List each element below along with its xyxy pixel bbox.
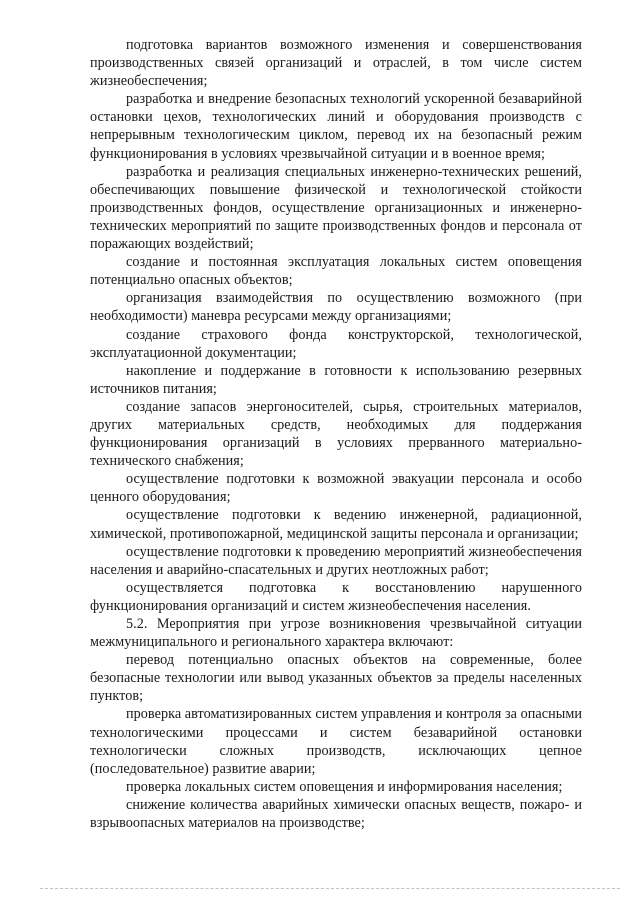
- paragraph-6: создание страхового фонда конструкторской, технологической, эксплуатационной документации;: [90, 326, 582, 361]
- paragraph-15: проверка автоматизированных систем управления и контроля за опасными технологическими процессами и систем безаварийной остановки технологически сложных производств, исключающих цепное (последовательное) развитие аварии;: [90, 706, 582, 777]
- paragraph-1: подготовка вариантов возможного изменения и совершенствования производственных связей организаций и отраслей, в том числе систем жизнеобеспечения;: [90, 37, 582, 90]
- paragraph-4: создание и постоянная эксплуатация локальных систем оповещения потенциально опасных объектов;: [90, 254, 582, 289]
- paragraph-2: разработка и внедрение безопасных технологий ускоренной безаварийной остановки цехов, технологических линий и оборудования производств с непрерывным технологическим циклом, перевод их на безопасный режим функционирования в условиях чрезвычайной ситуации и в военное время;: [90, 91, 582, 162]
- paragraph-3: разработка и реализация специальных инженерно-технических решений, обеспечивающих повышение физической и технологической стойкости производственных фондов, осуществление организационных и инженерно-технических мероприятий по защите производственных фондов и персонала от поражающих воздействий;: [90, 163, 582, 253]
- paragraph-12: осуществляется подготовка к восстановлению нарушенного функционирования организаций и систем жизнеобеспечения населения.: [90, 579, 582, 614]
- scan-edge-line: [40, 888, 620, 889]
- paragraph-14: перевод потенциально опасных объектов на современные, более безопасные технологии или вывод указанных объектов за пределы населенных пунктов;: [90, 652, 582, 705]
- paragraph-7: накопление и поддержание в готовности к использованию резервных источников питания;: [90, 362, 582, 397]
- section-5-2-heading: 5.2. Мероприятия при угрозе возникновения чрезвычайной ситуации межмуниципального и регионального характера включают:: [90, 616, 582, 651]
- paragraph-16: проверка локальных систем оповещения и информирования населения;: [126, 778, 563, 795]
- paragraph-5: организация взаимодействия по осуществлению возможного (при необходимости) маневра ресурсами между организациями;: [90, 290, 582, 325]
- paragraph-11: осуществление подготовки к проведению мероприятий жизнеобеспечения населения и аварийно-спасательных и других неотложных работ;: [90, 543, 582, 578]
- paragraph-17: снижение количества аварийных химически опасных веществ, пожаро- и взрывоопасных материалов на производстве;: [90, 796, 582, 832]
- paragraph-10: осуществление подготовки к ведению инженерной, радиационной, химической, противопожарной, медицинской защиты персонала и организации;: [90, 507, 582, 542]
- paragraph-8: создание запасов энергоносителей, сырья, строительных материалов, других материальных средств, необходимых для поддержания функционирования организаций в условиях прерванного материально-технического снабжения;: [90, 398, 582, 470]
- paragraph-9: осуществление подготовки к возможной эвакуации персонала и особо ценного оборудования;: [90, 471, 582, 506]
